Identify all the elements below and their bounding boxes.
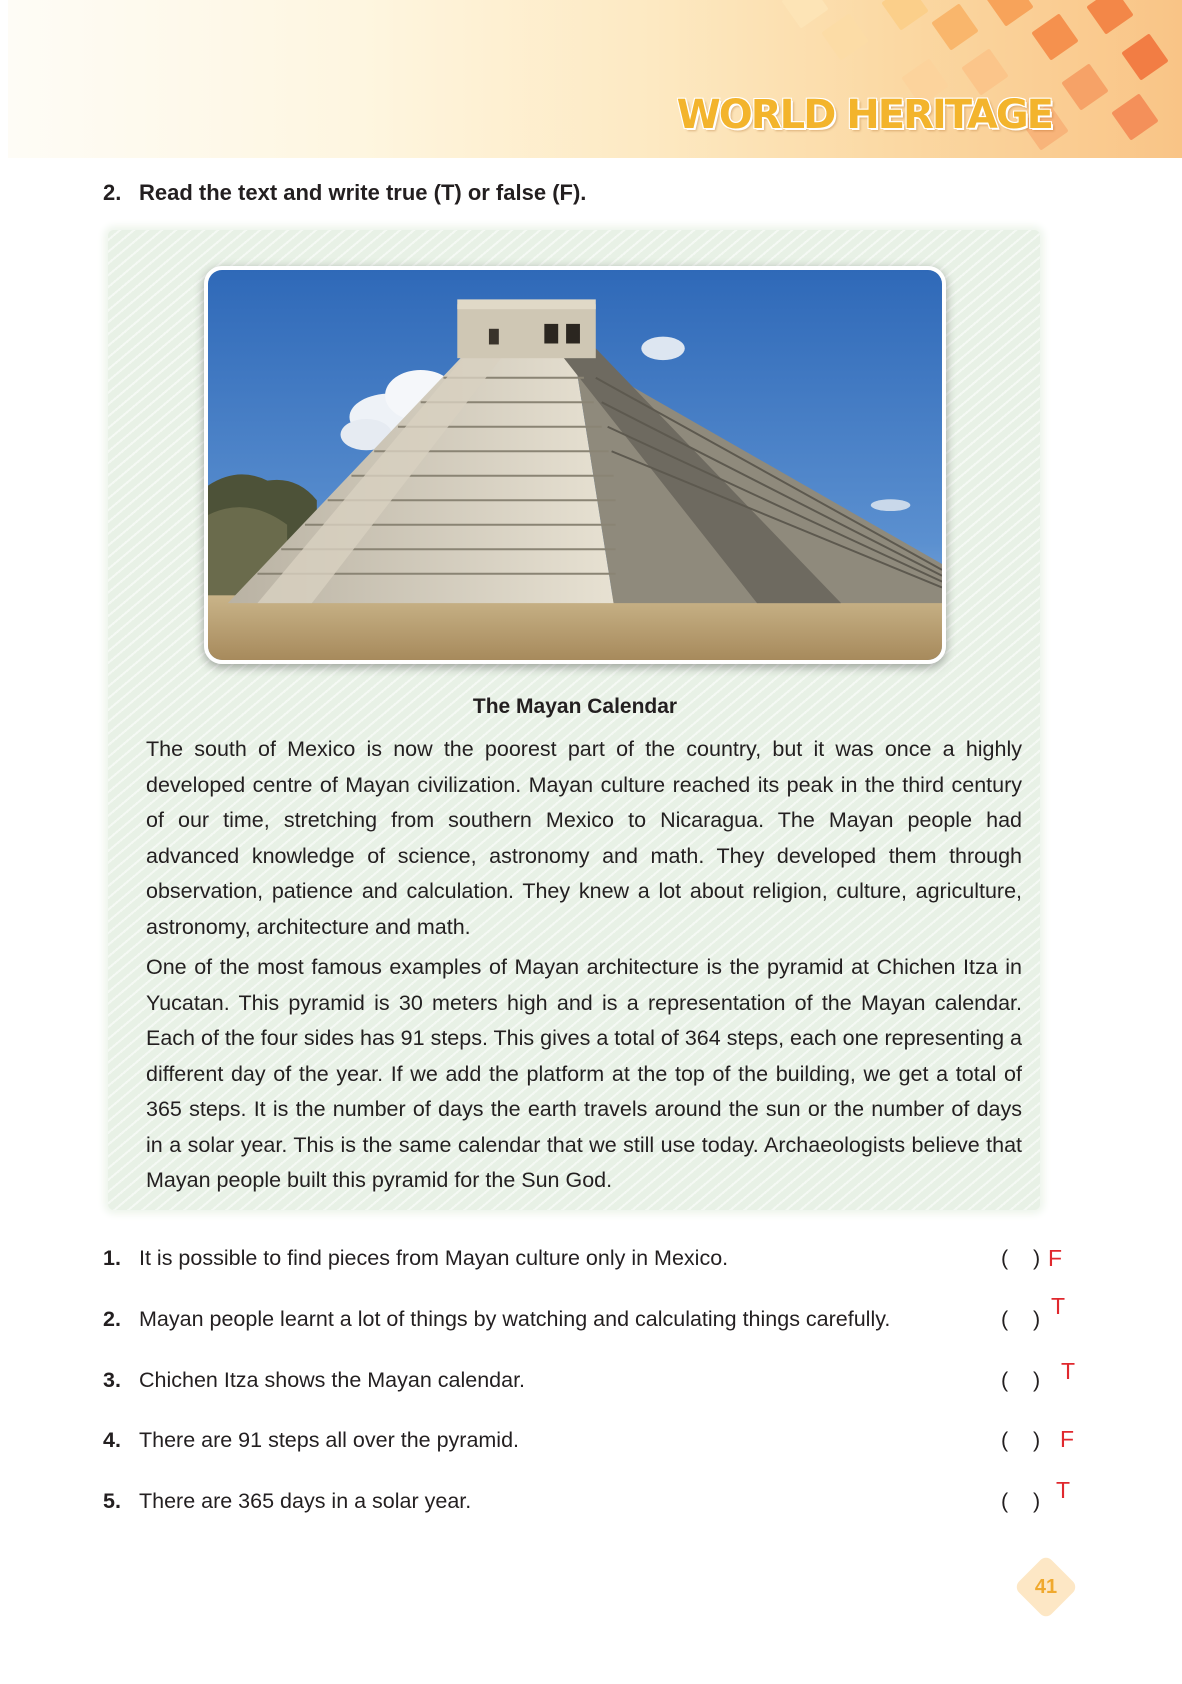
answer-bracket-open: (: [1001, 1368, 1009, 1392]
question-text: It is possible to find pieces from Mayan culture only in Mexico.: [139, 1246, 729, 1270]
question-text: Mayan people learnt a lot of things by watching and calculating things carefully.: [139, 1307, 891, 1331]
banner-decoration: [821, 13, 868, 60]
question-item: [103, 1246, 1083, 1282]
answer-bracket-open: (: [1001, 1489, 1009, 1513]
banner-decoration: [1031, 13, 1078, 60]
exercise-instruction: Read the text and write true (T) or false (F).: [139, 180, 587, 205]
reading-title: The Mayan Calendar: [472, 695, 678, 718]
answer-mark: F: [1048, 1245, 1063, 1271]
answer-mark: F: [1060, 1426, 1075, 1452]
page-number: 41: [1034, 1576, 1058, 1598]
answer-bracket-close: ): [1033, 1307, 1041, 1331]
reading-paragraph: The south of Mexico is now the poorest part of the country, but it was once a highly developed centre of Mayan civilization. Mayan culture reached its peak in the third century of our time, stretching from southern Mexico to Nicaragua. The Mayan people had advanced knowledge of science, astronomy and math. They developed them through observation, patience and calculation. They knew a lot about religion, culture, agriculture, astronomy, architecture and math.: [146, 737, 1022, 939]
answer-bracket-open: (: [1001, 1246, 1009, 1270]
banner-decoration: [1121, 33, 1168, 80]
banner-decoration: [1086, 0, 1133, 35]
question-item: [103, 1358, 1083, 1404]
question-text: There are 365 days in a solar year.: [139, 1489, 472, 1513]
answer-mark: T: [1061, 1358, 1076, 1384]
pyramid-photo: [204, 266, 946, 664]
banner-decoration: [931, 3, 978, 50]
answer-mark: T: [1056, 1477, 1071, 1503]
question-number: 2.: [103, 1307, 121, 1331]
question-item: [103, 1428, 1083, 1464]
question-text: There are 91 steps all over the pyramid.: [139, 1428, 520, 1452]
banner-decoration: [986, 0, 1033, 27]
answer-bracket-close: ): [1033, 1489, 1041, 1513]
banner-decoration: [961, 48, 1008, 95]
section-title: WORLD HERITAGE: [676, 92, 1052, 138]
answer-bracket-open: (: [1001, 1428, 1009, 1452]
exercise-number: 2.: [103, 180, 122, 205]
question-item: [103, 1477, 1083, 1525]
banner-decoration: [1061, 63, 1108, 110]
reading-paragraph: One of the most famous examples of Mayan architecture is the pyramid at Chichen Itza in Yucatan. This pyramid is 30 meters high and is a representation of the Mayan calendar. Each of the four sides has 91 steps. This gives a total of 364 steps, each one representing a different day of the year. If we add the platform at the top of the building, we get a total of 365 steps. It is the number of days the earth travels around the sun or the number of days in a solar year. This is the same calendar that we still use today. Archaeologists believe that Mayan people built this pyramid for the Sun God.: [146, 955, 1022, 1192]
question-item: [103, 1293, 1083, 1343]
banner-decoration: [781, 0, 828, 29]
answer-mark: T: [1051, 1293, 1066, 1319]
question-number: 3.: [103, 1368, 121, 1392]
question-number: 1.: [103, 1246, 121, 1270]
question-number: 5.: [103, 1489, 121, 1513]
question-text: Chichen Itza shows the Mayan calendar.: [139, 1368, 526, 1392]
header-banner: [8, 0, 1182, 158]
answer-bracket-close: ): [1033, 1368, 1041, 1392]
pyramid-image: [208, 270, 942, 660]
answer-bracket-close: ): [1033, 1246, 1041, 1270]
answer-bracket-close: ): [1033, 1428, 1041, 1452]
banner-decoration: [881, 0, 928, 31]
question-number: 4.: [103, 1428, 121, 1452]
banner-decoration: [1111, 93, 1158, 140]
exercise-heading: [103, 180, 586, 206]
answer-bracket-open: (: [1001, 1307, 1009, 1331]
